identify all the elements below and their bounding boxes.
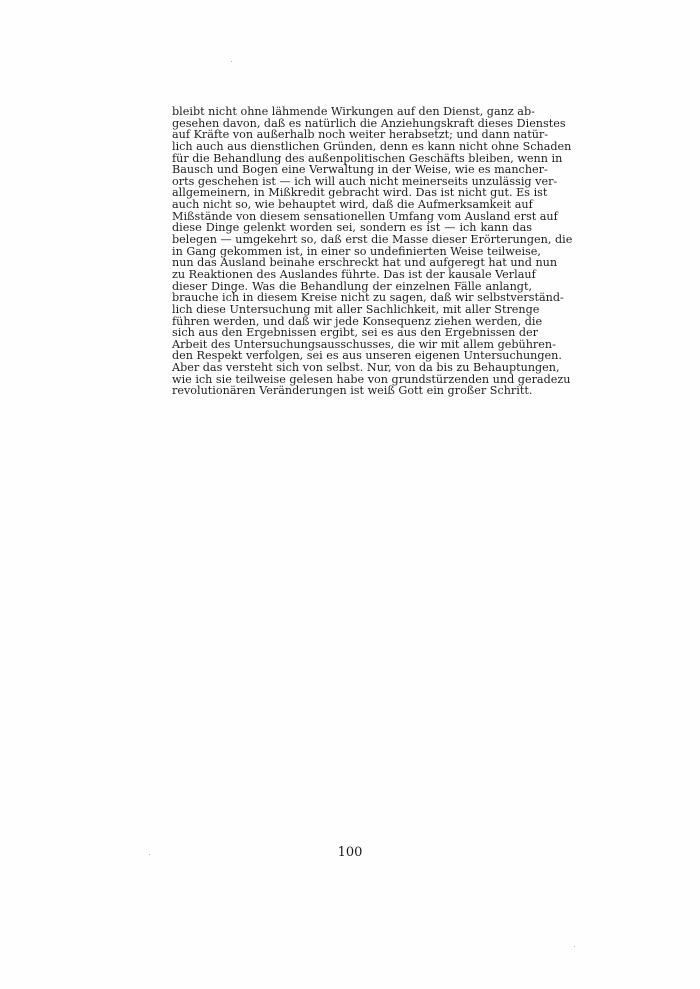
scan-speck [149, 854, 150, 855]
text-line: Arbeit des Untersuchungsausschusses, die wir mit allem gebühren- [172, 337, 556, 351]
text-line: Mißstände von diesem sensationellen Umfang vom Ausland erst auf [172, 209, 558, 223]
text-line: Bausch und Bogen eine Verwaltung in der Weise, wie es mancher- [172, 163, 548, 177]
text-line: orts geschehen ist — ich will auch nicht meinerseits unzulässig ver- [172, 174, 558, 188]
text-line: wie ich sie teilweise gelesen habe von grundstürzenden und geradezu [172, 372, 571, 386]
text-line: brauche ich in diesem Kreise nicht zu sagen, daß wir selbstverständ- [172, 291, 564, 305]
body-text [172, 105, 573, 398]
text-line: Aber das versteht sich von selbst. Nur, von da bis zu Behauptungen, [172, 361, 560, 375]
text-line: gesehen davon, daß es natürlich die Anziehungskraft dieses Dienstes [172, 116, 566, 130]
text-line: nun das Ausland beinahe erschreckt hat und aufgeregt hat und nun [172, 256, 558, 270]
text-line: lich diese Untersuchung mit aller Sachlichkeit, mit aller Strenge [172, 302, 540, 316]
text-line: lich auch aus dienstlichen Gründen, denn es kann nicht ohne Schaden [172, 139, 572, 153]
text-line: bleibt nicht ohne lähmende Wirkungen auf den Dienst, ganz ab- [172, 105, 535, 118]
text-line: für die Behandlung des außenpolitischen Geschäfts bleiben, wenn in [172, 151, 563, 165]
text-line: sich aus den Ergebnissen ergibt, sei es aus den Ergebnissen der [172, 326, 539, 340]
text-line: revolutionären Veränderungen ist weiß Gott ein großer Schritt. [172, 384, 533, 398]
scan-speck [574, 946, 575, 947]
text-line: allgemeinern, in Mißkredit gebracht wird. Das ist nicht gut. Es ist [172, 186, 548, 200]
scan-speck [231, 61, 232, 62]
text-line: zu Reaktionen des Auslandes führte. Das ist der kausale Verlauf [172, 267, 536, 281]
text-line: dieser Dinge. Was die Behandlung der einzelnen Fälle anlangt, [172, 279, 532, 293]
text-line: führen werden, und daß wir jede Konsequenz ziehen werden, die [172, 314, 543, 328]
text-line: auch nicht so, wie behauptet wird, daß die Aufmerksamkeit auf [172, 198, 533, 212]
text-line: diese Dinge gelenkt worden sei, sondern es ist — ich kann das [172, 221, 532, 235]
text-line: belegen — umgekehrt so, daß erst die Masse dieser Erörterungen, die [172, 233, 573, 247]
page-number: 100 [337, 845, 363, 860]
text-line: auf Kräfte von außerhalb noch weiter herabsetzt; und dann natür- [172, 128, 549, 142]
text-line: den Respekt verfolgen, sei es aus unseren eigenen Untersuchungen. [172, 349, 562, 363]
text-line: in Gang gekommen ist, in einer so undefinierten Weise teilweise, [172, 244, 541, 258]
